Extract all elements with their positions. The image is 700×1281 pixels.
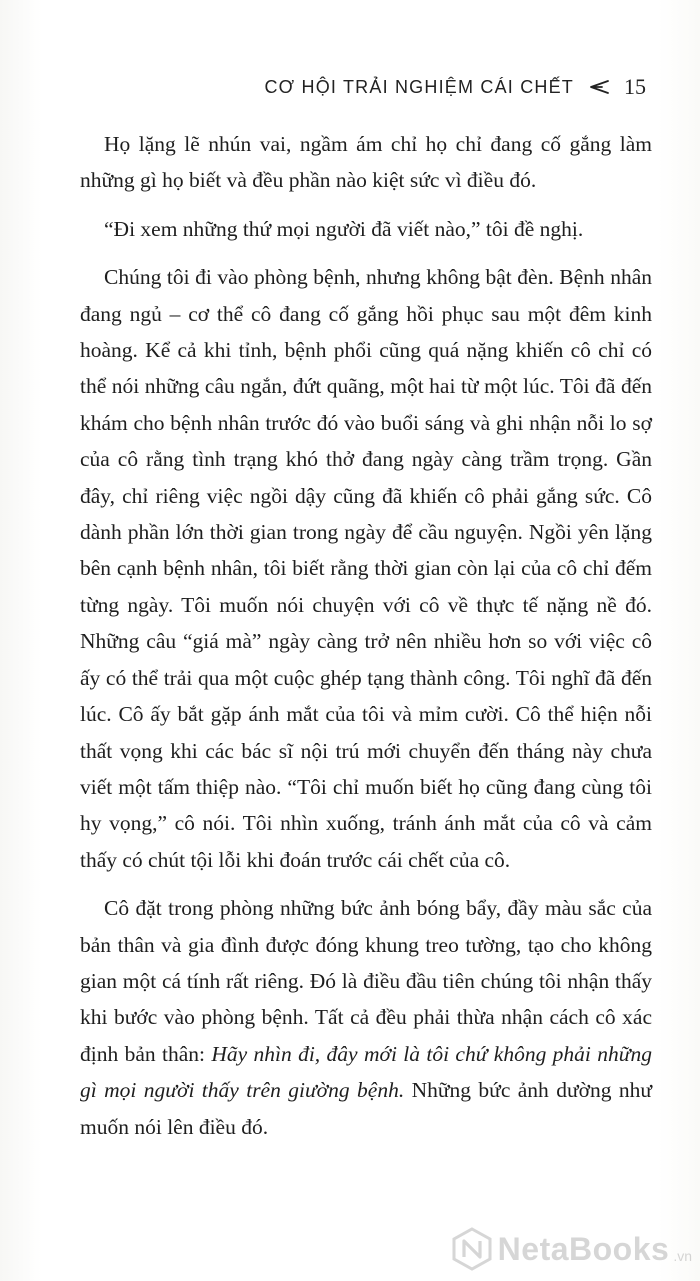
paragraph-4 [80,890,652,1145]
watermark-brand: NetaBooks [497,1230,670,1267]
chapter-title: CƠ HỘI TRẢI NGHIỆM CÁI CHẾT [264,76,574,97]
paragraph-4-end: Những bức ảnh dường như muốn nói lên điều đó. [80,1078,653,1139]
paragraph-2: “Đi xem những thứ mọi người đã viết nào,” tôi đề nghị. [104,216,584,241]
paragraph-1: Họ lặng lẽ nhún vai, ngầm ám chỉ họ chỉ đang cố gắng làm những gì họ biết và đều phần nào kiệt sức vì điều đó. [80,132,652,193]
watermark [450,1227,692,1271]
page-number: 15 [624,74,646,99]
paragraph-3: Chúng tôi đi vào phòng bệnh, nhưng không bật đèn. Bệnh nhân đang ngủ – cơ thể cô đang cố gắng hồi phục sau một đêm kinh hoàng. Kể cả khi tỉnh, bệnh phổi cũng quá nặng khiến cô chỉ có thể nói những câu ngắn, đứt quãng, một hai từ một lúc. Tôi đã đến khám cho bệnh nhân trước đó vào buổi sáng và ghi nhận nỗi lo sợ của cô rằng tình trạng khó thở đang ngày càng trầm trọng. Gần đây, chỉ riêng việc ngồi dậy cũng đã khiến cô phải gắng sức. Cô dành phần lớn thời gian trong ngày để cầu nguyện. Ngồi yên lặng bên cạnh bệnh nhân, tôi biết rằng thời gian còn lại của cô chỉ đếm từng ngày. Tôi muốn nói chuyện với cô về thực tế nặng nề đó. Những câu “giá mà” ngày càng trở nên nhiều hơn so với việc cô ấy có thể trải qua một cuộc ghép tạng thành công. Tôi nghĩ đã đến lúc. Cô ấy bắt gặp ánh mắt của tôi và mỉm cười. Cô thể hiện nỗi thất vọng khi các bác sĩ nội trú mới chuyển đến tháng này chưa viết một tấm thiệp nào. “Tôi chỉ muốn biết họ cũng đang cùng tôi hy vọng,” cô nói. Tôi nhìn xuống, tránh ánh mắt của cô và cảm thấy có chút tội lỗi khi đoán trước cái chết của cô. [80,265,652,872]
watermark-tld: .vn [673,1248,692,1264]
body-text [80,126,652,1157]
paragraph-4-italic: Hãy nhìn đi, đây mới là tôi chứ không phải những gì mọi người thấy trên giường bệnh. [80,1041,652,1103]
running-header [264,74,646,100]
left-arrow-icon [588,79,610,95]
netabooks-logo-icon [450,1227,494,1271]
paragraph-4-start: Cô đặt trong phòng những bức ảnh bóng bẩy, đầy màu sắc của bản thân và gia đình được đóng khung treo tường, tạo cho không gian một cá tính rất riêng. Đó là điều đầu tiên chúng tôi nhận thấy khi bước vào phòng bệnh. Tất cả đều phải thừa nhận cách cô xác định bản thân: [80,896,652,1066]
